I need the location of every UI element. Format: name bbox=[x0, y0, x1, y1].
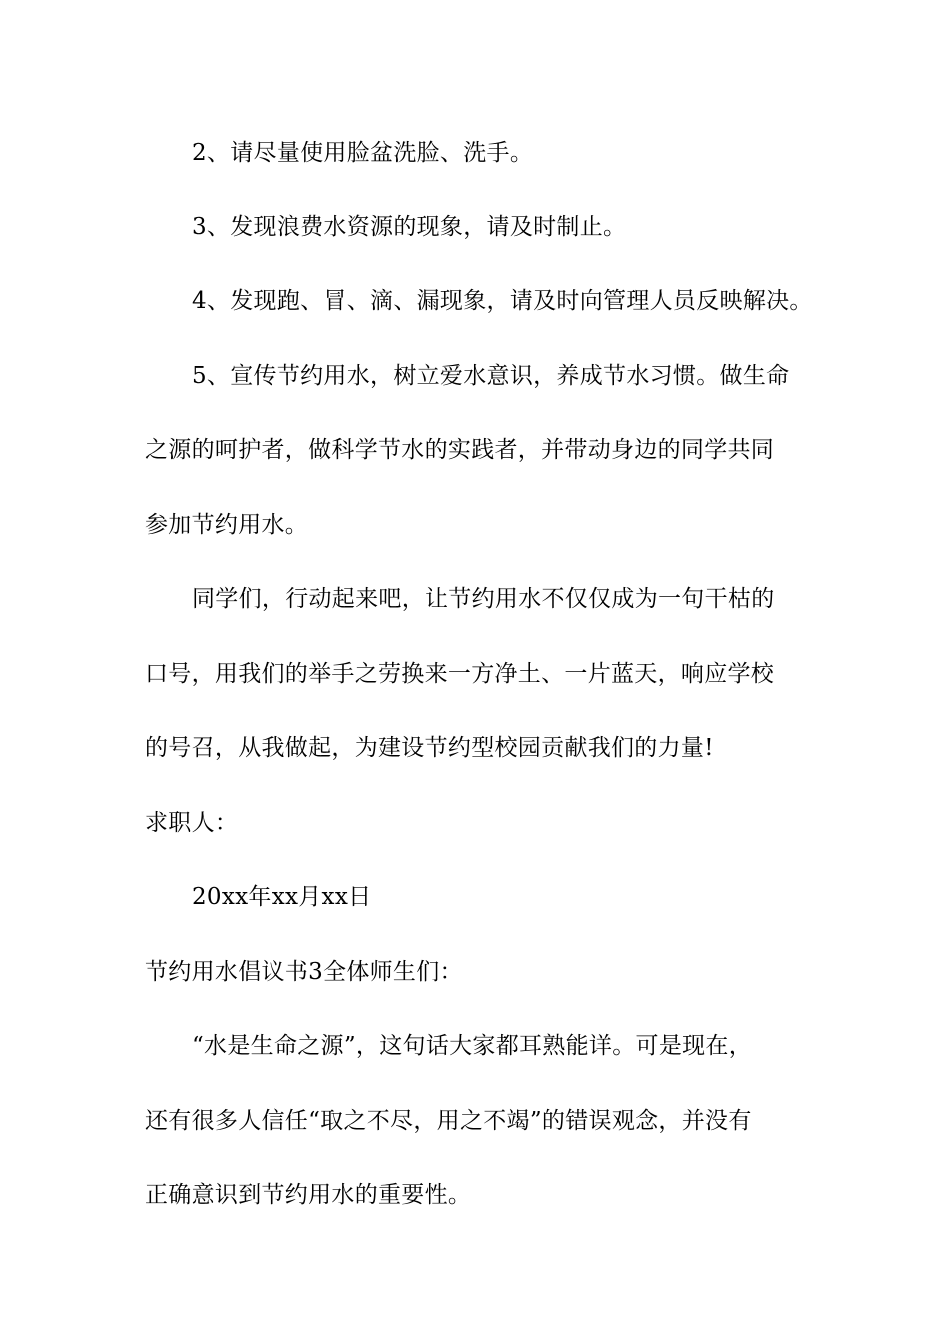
list-item-5-line-3: 参加节约用水。 bbox=[145, 512, 309, 538]
paragraph-intro-line-1: “水是生命之源”，这句话大家都耳熟能详。可是现在， bbox=[192, 1033, 753, 1059]
paragraph-intro-line-2: 还有很多人信任“取之不尽，用之不竭”的错误观念，并没有 bbox=[145, 1108, 752, 1134]
section-heading: 节约用水倡议书3全体师生们： bbox=[145, 959, 463, 985]
list-item-5-line-2: 之源的呵护者，做科学节水的实践者，并带动身边的同学共同 bbox=[145, 437, 775, 463]
paragraph-call-line-1: 同学们，行动起来吧，让节约用水不仅仅成为一句干枯的 bbox=[192, 586, 775, 612]
signature-label: 求职人： bbox=[145, 810, 239, 836]
paragraph-call-line-3: 的号召，从我做起，为建设节约型校园贡献我们的力量! bbox=[145, 735, 714, 761]
paragraph-intro-line-3: 正确意识到节约用水的重要性。 bbox=[145, 1182, 472, 1208]
list-item-2: 2、请尽量使用脸盆洗脸、洗手。 bbox=[192, 140, 534, 166]
paragraph-call-line-2: 口号，用我们的举手之劳换来一方净土、一片蓝天，响应学校 bbox=[145, 661, 775, 687]
list-item-5-line-1: 5、宣传节约用水，树立爱水意识，养成节水习惯。做生命 bbox=[192, 363, 790, 389]
list-item-3: 3、发现浪费水资源的现象，请及时制止。 bbox=[192, 214, 627, 240]
date-line: 20xx年xx月xx日 bbox=[192, 884, 372, 910]
list-item-4: 4、发现跑、冒、滴、漏现象，请及时向管理人员反映解决。 bbox=[192, 288, 813, 314]
